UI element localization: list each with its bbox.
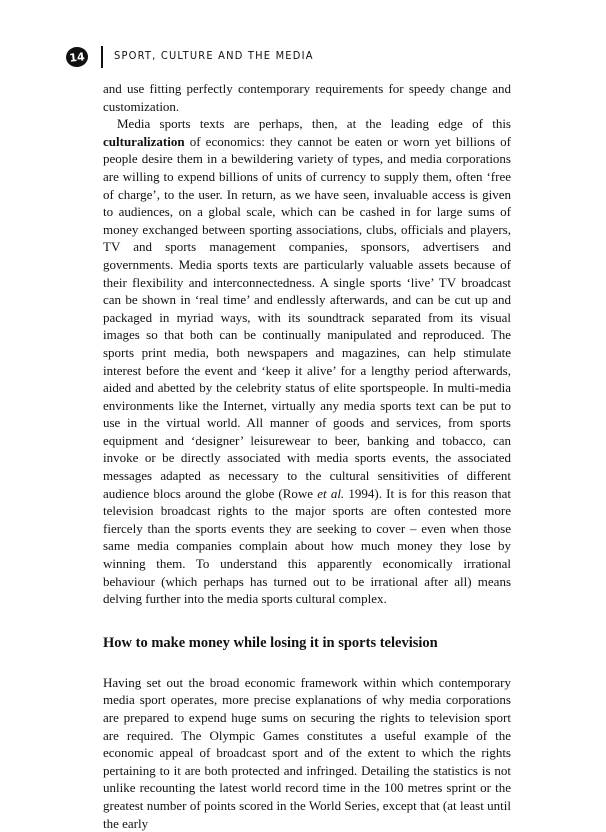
paragraph-text: of economics: they cannot be eaten or worn yet billions of people desire them in a bewildering variety of types, and media corporations are willing to expend billions of units of currency to supply them, often ‘free of charge’, to the user. In return, as we have seen, invaluable access is given to audiences, on a global scale, which can be cashed in for large sums of money exchanged between sporting associations, clubs, officials and players, TV and sports management companies, sponsors, advertisers and governments. Media sports texts are particularly valuable assets because of their flexibility and interconnectedness. A single sports ‘live’ TV broadcast can be shown in ‘real time’ and endlessly afterwards, and can be cut up and packaged in myriad ways, with its soundtrack separated from its visual images so that both can be continually manipulated and reproduced. The sports print media, both newspapers and magazines, can help stimulate interest before the event and ‘keep it alive’ for a lengthy period afterwards, aided and abetted by the celebrity status of elite sportspeople. In multi-media environments like the Internet, virtually any media sports text can be put to use in the virtual world. All manner of goods and services, from sports equipment and ‘designer’ leisurewear to beer, banking and tobacco, can invoke or be directly associated with media sports events, the associated messages adapted as necessary to the cultural sensitivities of different audience blocs around the globe (Rowe (103, 133, 511, 501)
header-divider (101, 46, 103, 68)
paragraph-culturalization (103, 115, 511, 608)
key-term: culturalization (103, 133, 185, 149)
spacer (103, 652, 511, 674)
paragraph-continuation: and use fitting perfectly contemporary requirements for speedy change and customization. (103, 81, 511, 114)
spacer (103, 608, 511, 634)
citation-etal: et al. (317, 485, 345, 501)
body-text (103, 80, 511, 832)
running-head: SPORT, CULTURE AND THE MEDIA (114, 49, 314, 62)
paragraph-text: Media sports texts are perhaps, then, at the leading edge of this (117, 116, 511, 132)
section-heading: How to make money while losing it in sports television (103, 634, 438, 651)
paragraph-olympics: Having set out the broad economic framework within which contemporary media sport operates, more precise explanations of why media corporations are prepared to expend huge sums on securing the rights to television sport are required. The Olympic Games constitutes a useful example of the economic appeal of broadcast sport and of the extent to which the rights pertaining to it are both protected and infringed. Detailing the statistics is not unlike recounting the latest world record time in the 100 metres sprint or the greatest number of points scored in the World Series, except that (at least until the early (103, 674, 511, 831)
paragraph-text: 1994). It is for this reason that television broadcast rights to the major sports are often contested more fiercely than the sports events they are seeking to cover – even when those same media companies complain about how much money they lose by winning them. To understand this apparently economically irrational behaviour (which perhaps has turned out to be irrational after all) means delving further into the media sports cultural complex. (103, 485, 512, 607)
page-header (66, 47, 486, 71)
page-number: 14 (65, 46, 89, 68)
